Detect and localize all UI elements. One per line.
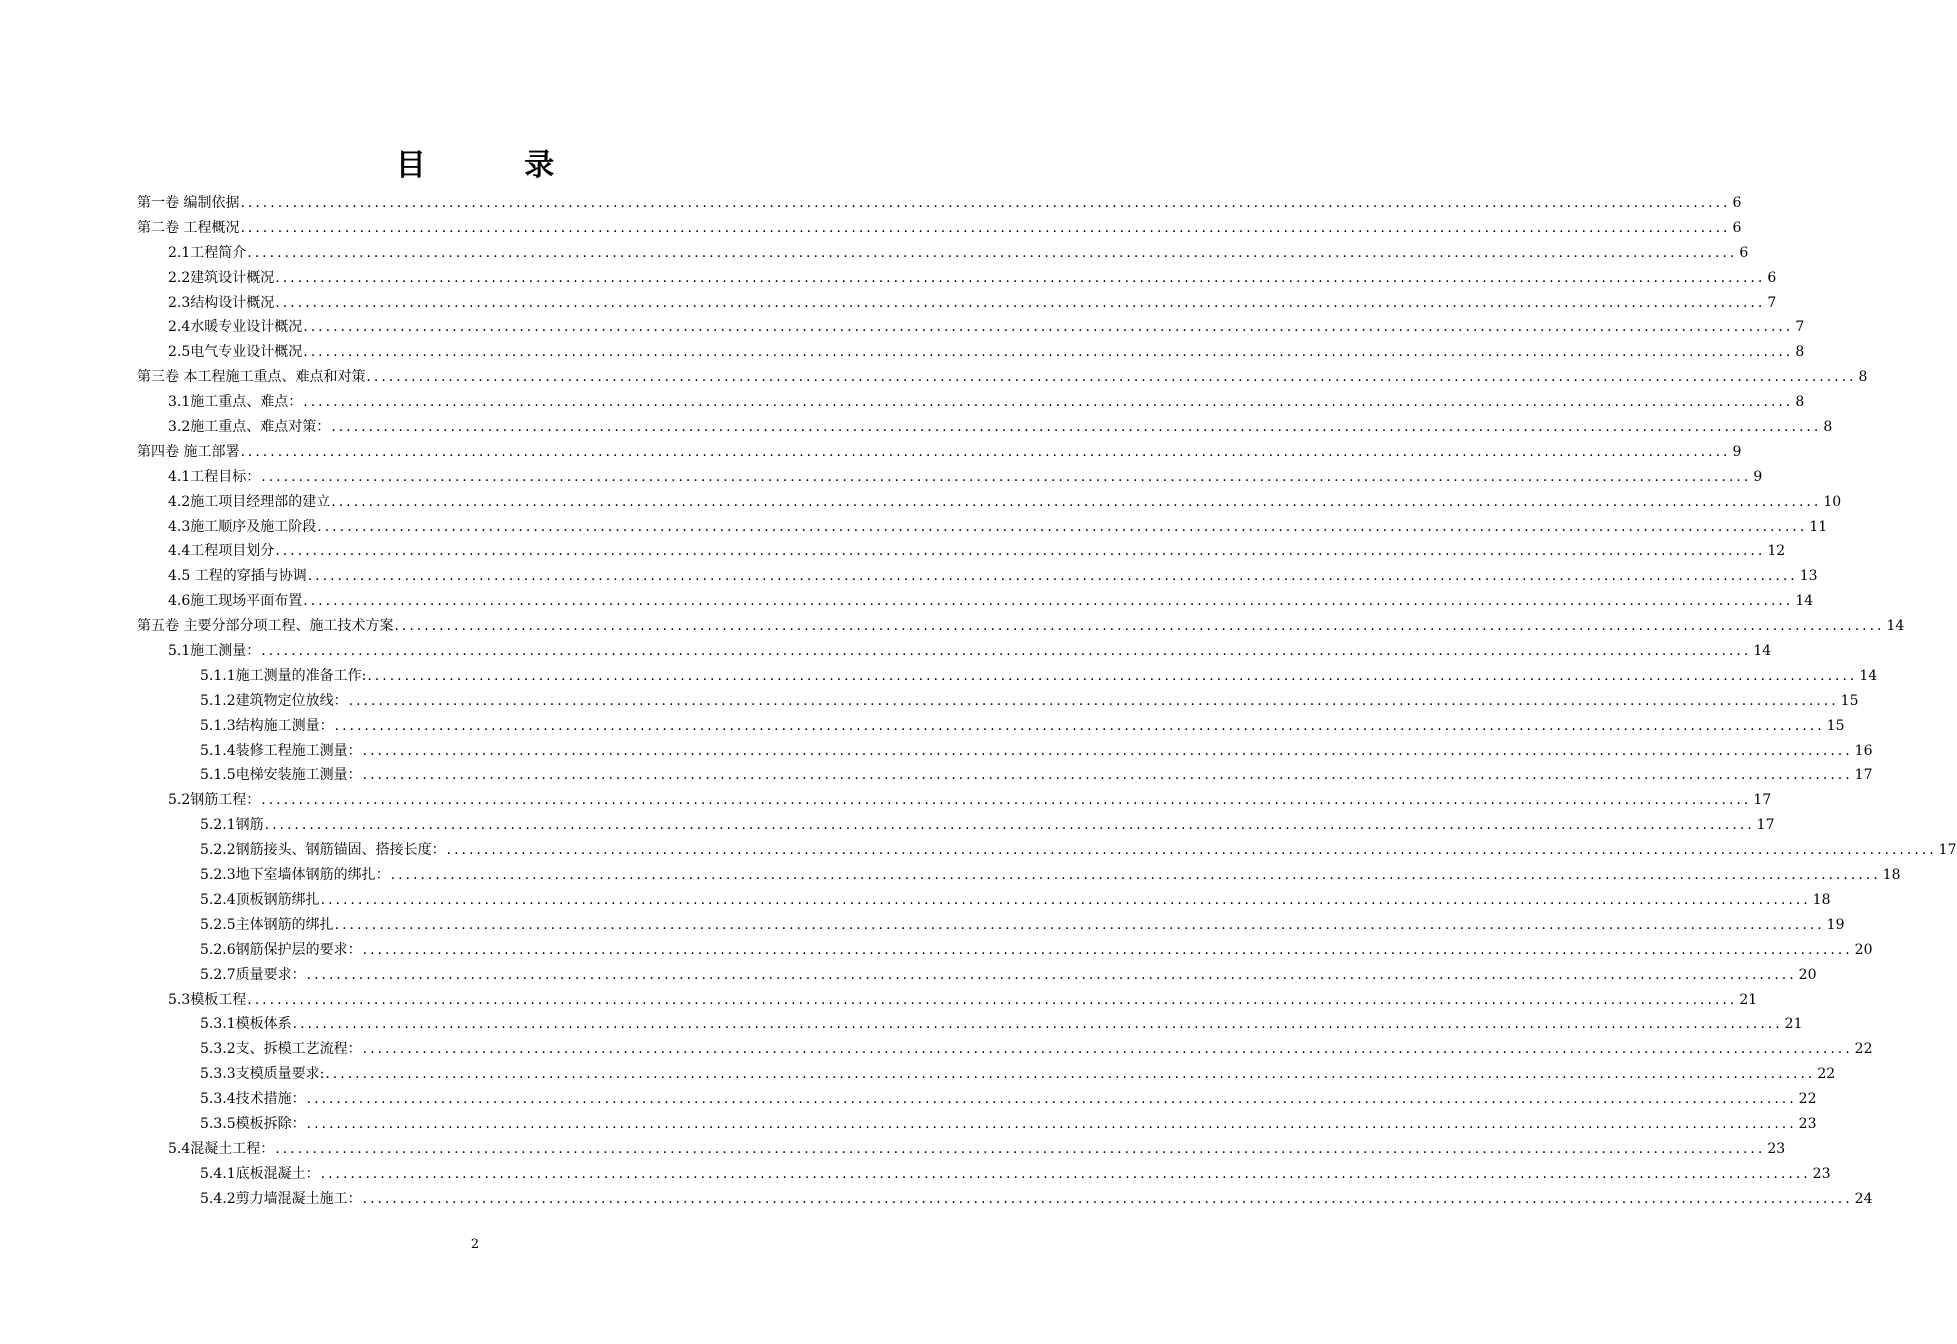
toc-entry-page: 21 xyxy=(1784,1016,1803,1033)
toc-entry-label: 5.2钢筋工程： xyxy=(168,792,261,809)
toc-entry-label: 5.3.2支、拆模工艺流程： xyxy=(200,1041,362,1058)
toc-entry-page: 8 xyxy=(1795,344,1805,361)
toc-leader-dots: ........................................................................................................................................................................................................ xyxy=(320,1165,1811,1182)
toc-entry-page: 18 xyxy=(1812,891,1831,908)
toc-leader-dots: ........................................................................................................................................................................................................ xyxy=(261,468,1752,485)
toc-entry-page: 19 xyxy=(1826,916,1845,933)
toc-entry-label: 5.4混凝土工程： xyxy=(168,1140,275,1157)
toc-entry[interactable] xyxy=(137,365,1868,390)
toc-entry-label: 5.2.4顶板钢筋绑扎 xyxy=(200,891,320,908)
toc-entry-page: 8 xyxy=(1795,394,1805,411)
toc-entry-page: 6 xyxy=(1767,269,1777,286)
toc-leader-dots: ........................................................................................................................................................................................................ xyxy=(275,294,1766,311)
toc-entry-label: 5.3.4技术措施： xyxy=(200,1091,306,1108)
toc-entry[interactable] xyxy=(137,564,1818,589)
toc-leader-dots: ........................................................................................................................................................................................................ xyxy=(275,1140,1766,1157)
toc-entry-label: 5.1.2建筑物定位放线： xyxy=(200,692,348,709)
toc-leader-dots: ........................................................................................................................................................................................................ xyxy=(366,369,1857,386)
toc-entry-page: 10 xyxy=(1823,493,1842,510)
toc-entry[interactable] xyxy=(137,1037,1873,1062)
toc-entry-page: 22 xyxy=(1854,1041,1873,1058)
toc-entry-label: 2.5电气专业设计概况 xyxy=(168,344,303,361)
toc-entry[interactable] xyxy=(137,440,1742,465)
toc-entry-label: 第五卷 主要分部分项工程、施工技术方案 xyxy=(137,618,394,635)
toc-entry[interactable] xyxy=(137,813,1775,838)
toc-leader-dots: ........................................................................................................................................................................................................ xyxy=(362,767,1853,784)
toc-entry[interactable] xyxy=(137,788,1772,813)
page-title: 目 录 xyxy=(395,148,599,183)
toc-entry[interactable] xyxy=(137,888,1831,913)
toc-entry-label: 5.3.5模板拆除： xyxy=(200,1115,306,1132)
toc-entry[interactable] xyxy=(137,714,1845,739)
toc-entry[interactable] xyxy=(137,988,1758,1013)
toc-entry[interactable] xyxy=(137,1162,1831,1187)
toc-leader-dots: ........................................................................................................................................................................................................ xyxy=(306,966,1797,983)
toc-entry[interactable] xyxy=(137,465,1763,490)
toc-entry-label: 5.1.3结构施工测量： xyxy=(200,717,334,734)
toc-entry-page: 6 xyxy=(1739,244,1749,261)
toc-entry-label: 第三卷 本工程施工重点、难点和对策 xyxy=(137,369,366,386)
toc-leader-dots: ........................................................................................................................................................................................................ xyxy=(362,941,1853,958)
toc-entry[interactable] xyxy=(137,415,1833,440)
toc-entry-page: 14 xyxy=(1795,593,1814,610)
toc-entry-label: 5.4.2剪力墙混凝土施工： xyxy=(200,1190,362,1207)
toc-entry-page: 17 xyxy=(1753,792,1772,809)
toc-leader-dots: ........................................................................................................................................................................................................ xyxy=(394,618,1885,635)
toc-entry[interactable] xyxy=(137,515,1828,540)
toc-leader-dots: ........................................................................................................................................................................................................ xyxy=(247,991,1738,1008)
toc-entry-label: 3.2施工重点、难点对策： xyxy=(168,419,331,436)
toc-leader-dots: ........................................................................................................................................................................................................ xyxy=(334,916,1825,933)
toc-entry[interactable] xyxy=(137,291,1777,316)
toc-leader-dots: ........................................................................................................................................................................................................ xyxy=(390,867,1881,884)
toc-leader-dots: ........................................................................................................................................................................................................ xyxy=(306,1091,1797,1108)
toc-entry[interactable] xyxy=(137,1012,1803,1037)
toc-entry-page: 13 xyxy=(1799,568,1818,585)
toc-entry[interactable] xyxy=(137,191,1742,216)
toc-entry-page: 24 xyxy=(1854,1190,1873,1207)
toc-entry-label: 5.1.5电梯安装施工测量： xyxy=(200,767,362,784)
toc-entry-page: 11 xyxy=(1809,518,1828,535)
toc-leader-dots: ........................................................................................................................................................................................................ xyxy=(261,792,1752,809)
toc-entry-page: 18 xyxy=(1882,867,1901,884)
toc-entry-page: 21 xyxy=(1739,991,1758,1008)
toc-entry-page: 20 xyxy=(1854,941,1873,958)
toc-entry[interactable] xyxy=(137,1087,1817,1112)
toc-entry-page: 7 xyxy=(1795,319,1805,336)
table-of-contents xyxy=(137,191,1957,1212)
toc-entry-page: 22 xyxy=(1798,1091,1817,1108)
toc-leader-dots: ........................................................................................................................................................................................................ xyxy=(331,419,1822,436)
toc-leader-dots: ........................................................................................................................................................................................................ xyxy=(307,568,1798,585)
toc-entry[interactable] xyxy=(137,913,1845,938)
toc-entry-label: 2.4水暖专业设计概况 xyxy=(168,319,303,336)
toc-leader-dots: ........................................................................................................................................................................................................ xyxy=(275,543,1766,560)
toc-entry-page: 16 xyxy=(1854,742,1873,759)
toc-entry-page: 9 xyxy=(1753,468,1763,485)
toc-leader-dots: ........................................................................................................................................................................................................ xyxy=(446,842,1937,859)
toc-entry-page: 7 xyxy=(1767,294,1777,311)
toc-entry-label: 2.1工程简介 xyxy=(168,244,247,261)
toc-entry[interactable] xyxy=(137,938,1873,963)
toc-entry[interactable] xyxy=(137,490,1842,515)
toc-entry-label: 5.2.2钢筋接头、钢筋锚固、搭接长度： xyxy=(200,842,446,859)
toc-entry-label: 4.6施工现场平面布置 xyxy=(168,593,303,610)
toc-entry-page: 22 xyxy=(1817,1066,1836,1083)
toc-entry-label: 5.3.1模板体系 xyxy=(200,1016,292,1033)
toc-leader-dots: ........................................................................................................................................................................................................ xyxy=(362,1190,1853,1207)
toc-entry-label: 5.1.1施工测量的准备工作: xyxy=(200,667,367,684)
toc-entry[interactable] xyxy=(137,1187,1873,1212)
toc-entry[interactable] xyxy=(137,614,1905,639)
toc-leader-dots: ........................................................................................................................................................................................................ xyxy=(362,742,1853,759)
toc-leader-dots: ........................................................................................................................................................................................................ xyxy=(303,394,1794,411)
toc-leader-dots: ........................................................................................................................................................................................................ xyxy=(240,443,1731,460)
toc-entry-page: 23 xyxy=(1767,1140,1786,1157)
toc-leader-dots: ........................................................................................................................................................................................................ xyxy=(331,493,1822,510)
toc-entry-label: 第一卷 编制依据 xyxy=(137,195,240,211)
toc-entry[interactable] xyxy=(137,838,1957,863)
toc-entry-label: 2.2建筑设计概况 xyxy=(168,269,275,286)
toc-entry[interactable] xyxy=(137,1137,1786,1162)
toc-entry-label: 4.5 工程的穿插与协调 xyxy=(168,568,307,585)
toc-entry-page: 12 xyxy=(1767,543,1786,560)
toc-entry[interactable] xyxy=(137,1062,1836,1087)
toc-leader-dots: ........................................................................................................................................................................................................ xyxy=(348,692,1839,709)
toc-entry-page: 14 xyxy=(1753,643,1772,660)
toc-entry-page: 9 xyxy=(1732,443,1742,460)
toc-leader-dots: ........................................................................................................................................................................................................ xyxy=(367,667,1858,684)
toc-entry-page: 23 xyxy=(1798,1115,1817,1132)
toc-entry-label: 4.2施工项目经理部的建立 xyxy=(168,493,331,510)
toc-entry-page: 6 xyxy=(1732,219,1742,236)
toc-entry[interactable] xyxy=(137,863,1901,888)
toc-entry[interactable] xyxy=(137,340,1805,365)
toc-entry[interactable] xyxy=(137,963,1817,988)
toc-leader-dots: ........................................................................................................................................................................................................ xyxy=(247,244,1738,261)
toc-entry-label: 5.2.6钢筋保护层的要求： xyxy=(200,941,362,958)
toc-entry-page: 14 xyxy=(1859,667,1878,684)
toc-entry-label: 3.1施工重点、难点： xyxy=(168,394,303,411)
toc-entry[interactable] xyxy=(137,763,1873,788)
toc-entry[interactable] xyxy=(137,739,1873,764)
toc-entry-page: 23 xyxy=(1812,1165,1831,1182)
toc-entry-label: 5.2.1钢筋 xyxy=(200,817,264,834)
toc-entry-label: 第二卷 工程概况 xyxy=(137,219,240,236)
toc-entry[interactable] xyxy=(137,539,1786,564)
toc-leader-dots: ........................................................................................................................................................................................................ xyxy=(320,891,1811,908)
toc-entry-page: 20 xyxy=(1798,966,1817,983)
toc-leader-dots: ........................................................................................................................................................................................................ xyxy=(334,717,1825,734)
toc-entry-label: 5.3模板工程 xyxy=(168,991,247,1008)
toc-entry-label: 5.2.5主体钢筋的绑扎 xyxy=(200,916,334,933)
toc-entry[interactable] xyxy=(137,589,1814,614)
toc-leader-dots: ........................................................................................................................................................................................................ xyxy=(303,344,1794,361)
toc-leader-dots: ........................................................................................................................................................................................................ xyxy=(306,1115,1797,1132)
toc-entry-page: 6 xyxy=(1732,195,1742,211)
toc-entry-label: 第四卷 施工部署 xyxy=(137,443,240,460)
toc-entry-label: 4.3施工顺序及施工阶段 xyxy=(168,518,317,535)
toc-entry[interactable] xyxy=(137,689,1859,714)
toc-entry[interactable] xyxy=(137,315,1805,340)
toc-entry-page: 8 xyxy=(1823,419,1833,436)
toc-entry-label: 5.2.7质量要求： xyxy=(200,966,306,983)
toc-leader-dots: ........................................................................................................................................................................................................ xyxy=(240,219,1731,236)
toc-entry-label: 4.4工程项目划分 xyxy=(168,543,275,560)
toc-entry[interactable] xyxy=(137,266,1777,291)
toc-leader-dots: ........................................................................................................................................................................................................ xyxy=(275,269,1766,286)
toc-entry-label: 5.1施工测量： xyxy=(168,643,261,660)
toc-entry[interactable] xyxy=(137,241,1749,266)
toc-leader-dots: ........................................................................................................................................................................................................ xyxy=(325,1066,1816,1083)
page-number: 2 xyxy=(470,1237,480,1252)
toc-entry[interactable] xyxy=(137,664,1878,689)
toc-entry-page: 15 xyxy=(1840,692,1859,709)
toc-entry-label: 4.1工程目标： xyxy=(168,468,261,485)
toc-entry[interactable] xyxy=(137,216,1742,241)
toc-entry-page: 15 xyxy=(1826,717,1845,734)
toc-leader-dots: ........................................................................................................................................................................................................ xyxy=(240,195,1731,211)
toc-leader-dots: ........................................................................................................................................................................................................ xyxy=(303,319,1794,336)
toc-entry[interactable] xyxy=(137,639,1772,664)
toc-entry[interactable] xyxy=(137,1112,1817,1137)
toc-entry-page: 17 xyxy=(1756,817,1775,834)
toc-entry-page: 14 xyxy=(1886,618,1905,635)
toc-entry[interactable] xyxy=(137,390,1805,415)
toc-entry-label: 5.1.4装修工程施工测量： xyxy=(200,742,362,759)
toc-leader-dots: ........................................................................................................................................................................................................ xyxy=(303,593,1794,610)
toc-leader-dots: ........................................................................................................................................................................................................ xyxy=(362,1041,1853,1058)
toc-leader-dots: ........................................................................................................................................................................................................ xyxy=(317,518,1808,535)
toc-entry-page: 8 xyxy=(1858,369,1868,386)
toc-entry-label: 5.2.3地下室墙体钢筋的绑扎： xyxy=(200,867,390,884)
toc-entry-label: 2.3结构设计概况 xyxy=(168,294,275,311)
toc-entry-page: 17 xyxy=(1854,767,1873,784)
toc-leader-dots: ........................................................................................................................................................................................................ xyxy=(261,643,1752,660)
toc-entry-label: 5.3.3支模质量要求: xyxy=(200,1066,325,1083)
toc-entry-label: 5.4.1底板混凝土： xyxy=(200,1165,320,1182)
toc-leader-dots: ........................................................................................................................................................................................................ xyxy=(264,817,1755,834)
toc-entry-page: 17 xyxy=(1938,842,1957,859)
toc-leader-dots: ........................................................................................................................................................................................................ xyxy=(292,1016,1783,1033)
